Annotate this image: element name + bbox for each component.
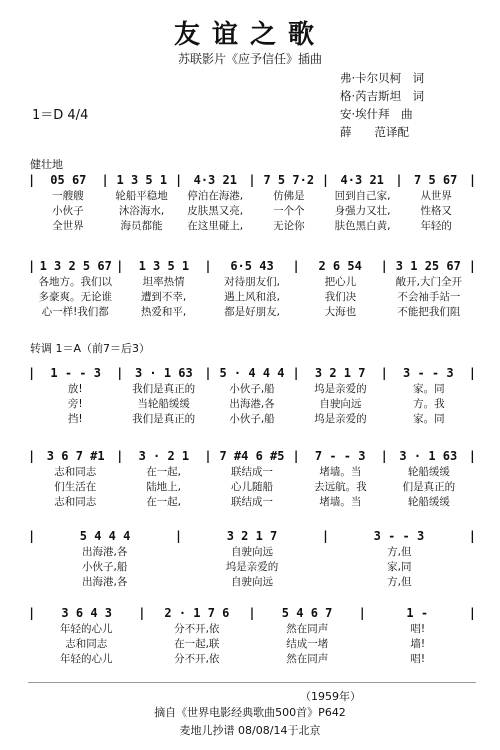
lyric-segment: 性格又 [420,205,452,217]
measure-notes: 1 - - 3 [50,366,101,380]
barline: | [380,366,388,380]
measure-notes: 1 3 5 1 [116,173,168,187]
barline: | [116,366,124,380]
lyric-segment: 对待朋友们, [224,276,280,288]
barline: | [292,366,300,380]
score-system [28,172,476,234]
lyric-segment: 结成一堵 [286,638,329,650]
notation-line [28,258,476,275]
lyric-segment: 坞是亲爱的 [225,561,279,573]
lyric-segment: 联结成一 [231,496,274,508]
barline: | [321,173,330,187]
song-title: 友谊之歌 [173,20,326,50]
lyric-segment: 自驶向远 [319,398,362,410]
tempo-marking: 健壮地 [30,158,63,171]
lyric-segment: 轮船平稳地 [115,190,168,202]
lyric-segment: 我们是真正的 [132,383,196,395]
lyric-segment: 陆地上, [146,481,182,493]
lyric-line [28,412,476,427]
barline: | [468,529,476,543]
lyric-segment: 从世界 [420,190,452,202]
lyric-segment: 我们是真正的 [132,413,196,425]
lyric-segment: 回到自己家, [334,190,391,202]
lyric-line [28,495,476,510]
subtitle: 苏联影片《应予信任》插曲 [177,52,322,66]
lyric-segment: 堵墙。当 [319,496,362,508]
lyric-segment: 家。同 [413,413,445,425]
lyric-line [28,382,476,397]
modulation-marking: 转调 1＝A（前7＝后3） [30,342,151,355]
copier-note: 麦地儿抄谱 08/08/14于北京 [179,724,321,737]
measure-notes: 5 4 6 7 [281,606,333,620]
measure-notes: 3 · 1 63 [134,366,193,380]
lyric-segment: 轮船缓缓 [407,496,450,508]
lyric-segment: 皮肤黑又亮, [187,205,244,217]
lyric-segment: 方,但 [387,546,412,558]
lyric-segment: 自驶向远 [230,576,273,588]
lyric-segment: 坞是亲爱的 [314,413,367,425]
measure-notes: 3 · 2 1 [138,449,190,463]
barline: | [468,449,477,463]
notation-line [28,448,476,465]
measure-notes: 6·5 43 [230,259,274,273]
measure-notes: 3 2 1 7 [314,366,366,380]
lyric-segment: 出海港,各 [81,576,128,588]
credit-line: 安·埃什拜 曲 [340,107,413,121]
measure-notes: 3 - - 3 [403,366,454,380]
measure-notes: 7 5 67 [414,173,458,187]
lyric-segment: 分不开,依 [174,623,220,635]
barline: | [358,606,366,620]
credit-line: 弗·卡尔贝柯 词 [340,71,425,85]
measure-notes: 1 3 5 1 [138,259,190,273]
lyric-segment: 肤色黑白黄, [334,220,391,232]
barline: | [28,529,36,543]
barline: | [28,259,36,273]
measure-notes: 2 6 54 [318,259,362,273]
score-system [28,448,476,510]
lyric-segment: 小伙子,船 [229,413,275,425]
source-note: 摘自《世界电影经典歌曲500首》P642 [154,706,346,719]
lyric-line [28,637,476,652]
lyric-segment: 沐浴海水, [118,205,165,217]
barline: | [248,173,256,187]
lyric-segment: 出海港,各 [81,546,128,558]
barline: | [174,173,183,187]
barline: | [28,366,36,380]
lyric-segment: 方。我 [413,398,445,410]
lyric-segment: 唱! [410,653,426,665]
lyric-segment: 家,同 [387,561,412,573]
lyric-segment: 把心儿 [324,276,357,288]
lyric-line [28,652,476,667]
lyric-segment: 小伙子,船 [229,383,275,395]
lyric-segment: 一个个 [273,205,305,217]
lyric-segment: 家。同 [413,383,445,395]
lyric-segment: 年轻的 [420,220,452,232]
barline: | [204,366,212,380]
lyric-segment: 们生活在 [54,481,97,493]
lyric-segment: 墙! [410,638,426,650]
lyric-segment: 坞是亲爱的 [314,383,367,395]
lyric-line [28,560,476,575]
measure-notes: 7 - - 3 [314,449,366,463]
lyric-segment: 全世界 [52,220,84,232]
lyric-segment: 去远航。我 [314,481,367,493]
lyric-segment: 在一起,联 [174,638,220,650]
lyric-segment: 年轻的心儿 [60,653,113,665]
measure-notes: 7 #4 6 #5 [219,449,285,463]
lyric-segment: 在这里碰上, [187,220,244,232]
measure-notes: 5 4 4 4 [79,529,131,543]
barline: | [116,449,124,463]
barline: | [174,529,183,543]
lyric-segment: 不能把我们阻 [397,306,461,318]
lyric-segment: 无论你 [273,220,305,232]
lyric-line [28,397,476,412]
lyric-segment: 心儿随船 [231,481,274,493]
barline: | [204,259,212,273]
lyric-segment: 然在同声 [286,653,329,665]
notation-line [28,365,476,382]
lyric-segment: 大海也 [324,306,357,318]
lyric-segment: 遇上风和浪, [224,291,280,303]
lyric-segment: 旁! [67,398,83,410]
barline: | [28,173,36,187]
barline: | [468,173,477,187]
barline: | [101,173,109,187]
lyric-segment: 停泊在海港, [187,190,244,202]
lyric-segment: 然在同声 [286,623,329,635]
score-system [28,258,476,320]
divider [28,682,476,683]
barline: | [204,449,212,463]
barline: | [321,529,330,543]
barline: | [292,449,300,463]
barline: | [292,259,300,273]
lyric-segment: 志和同志 [65,638,108,650]
lyric-segment: 出海港,各 [229,398,275,410]
lyric-line [28,545,476,560]
measure-notes: 3 - - 3 [373,529,425,543]
lyric-segment: 轮船缓缓 [407,466,450,478]
measure-notes: 3 6 7 #1 [46,449,105,463]
measure-notes: 1 - [406,606,429,620]
lyric-line [28,290,476,305]
lyric-segment: 堵墙。当 [319,466,362,478]
lyric-segment: 志和同志 [54,496,97,508]
lyric-line [28,480,476,495]
measure-notes: 2 · 1 7 6 [164,606,230,620]
lyric-segment: 小伙子 [52,205,84,217]
measure-notes: 3 · 1 63 [399,449,458,463]
barline: | [138,606,146,620]
lyric-segment: 热爱和平, [140,306,187,318]
lyric-segment: 一艘艘 [52,190,84,202]
measure-notes: 3 6 4 3 [61,606,112,620]
measure-notes: 4·3 21 [193,173,237,187]
barline: | [248,606,256,620]
lyric-segment: 在一起, [146,496,182,508]
measure-notes: 05 67 [50,173,87,187]
measure-notes: 3 1 25 67 [395,259,461,273]
lyric-segment: 不会袖手站一 [397,291,461,303]
lyric-segment: 志和同志 [54,466,97,478]
year-note: （1959年） [300,690,361,703]
lyric-line [28,189,476,204]
lyric-segment: 各地方。我们以 [38,276,112,288]
lyric-segment: 年轻的心儿 [60,623,113,635]
notation-line [28,605,476,622]
barline: | [468,366,477,380]
lyric-segment: 自驶向远 [230,546,273,558]
lyric-line [28,575,476,590]
barline: | [380,259,388,273]
lyric-segment: 分不开,依 [174,653,220,665]
score-system [28,365,476,427]
lyric-line [28,465,476,480]
lyric-segment: 唱! [410,623,426,635]
lyric-line [28,204,476,219]
lyric-segment: 多豪爽。无论谁 [38,291,112,303]
barline: | [116,259,124,273]
lyric-segment: 小伙子,船 [81,561,128,573]
barline: | [28,449,36,463]
lyric-segment: 敞开,大门全开 [395,276,462,288]
lyric-segment: 挡! [67,413,83,425]
lyric-segment: 心一样!我们都 [41,306,109,318]
lyric-segment: 仿佛是 [273,190,305,202]
credit-line: 格·芮吉斯坦 词 [340,89,425,103]
measure-notes: 3 2 1 7 [226,529,278,543]
lyric-segment: 身强力又壮, [334,205,391,217]
barline: | [28,606,36,620]
barline: | [380,449,388,463]
barline: | [468,606,476,620]
measure-notes: 4·3 21 [340,173,384,187]
lyric-line [28,305,476,320]
lyric-line [28,622,476,637]
lyric-segment: 海员都能 [120,220,163,232]
barline: | [468,259,477,273]
measure-notes: 7 5 7·2 [263,173,315,187]
key-signature: 1＝D 4/4 [32,108,89,123]
measure-notes: 1 3 2 5 67 [39,259,112,273]
measure-notes: 5 · 4 4 4 [219,366,285,380]
lyric-line [28,219,476,234]
score-system [28,605,476,667]
notation-line [28,528,476,545]
lyric-segment: 当轮船缓缓 [137,398,190,410]
credit-line: 薛 范译配 [340,125,409,139]
lyric-segment: 我们决 [324,291,357,303]
lyric-segment: 遭到不幸, [140,291,187,303]
lyric-line [28,275,476,290]
lyric-segment: 们是真正的 [402,481,456,493]
lyric-segment: 方,但 [387,576,412,588]
lyric-segment: 都是好朋友, [224,306,280,318]
lyric-segment: 联结成一 [231,466,274,478]
notation-line [28,172,476,189]
barline: | [395,173,403,187]
lyric-segment: 放! [67,383,83,395]
score-system [28,528,476,590]
lyric-segment: 坦率热情 [142,276,185,288]
lyric-segment: 在一起, [146,466,182,478]
